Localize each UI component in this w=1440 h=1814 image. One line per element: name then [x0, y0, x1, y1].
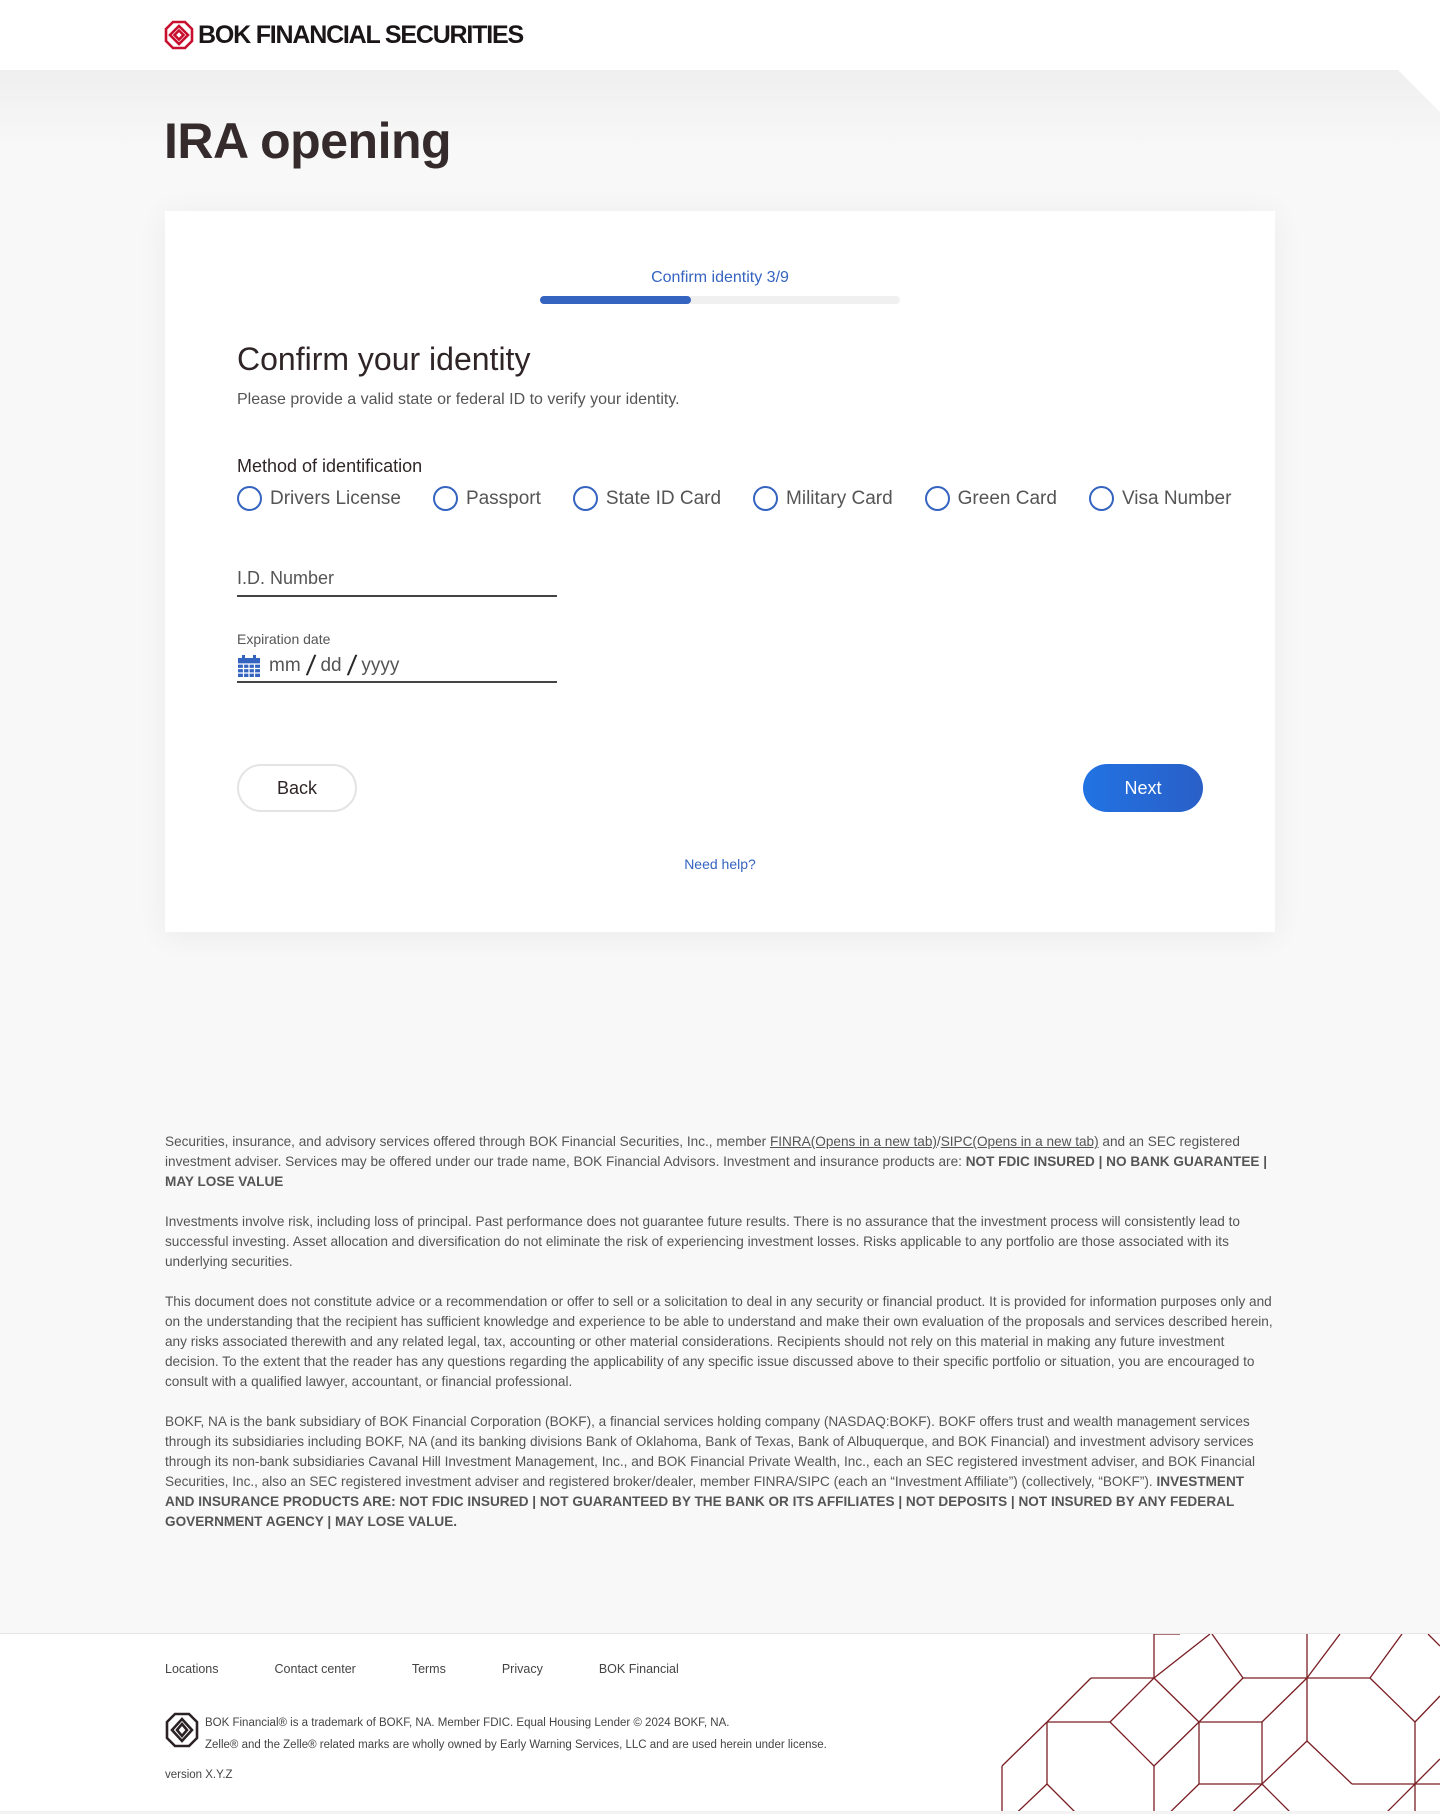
expiration-day-input[interactable]: dd — [320, 655, 342, 676]
radio-label: Drivers License — [270, 487, 401, 509]
radio-state-id-card[interactable] — [573, 486, 721, 511]
section-title: Confirm your identity — [237, 341, 531, 377]
legal-text — [205, 1712, 827, 1756]
expiration-month-input[interactable]: mm — [269, 655, 301, 676]
disclosure-warning: NOT FDIC INSURED | NO BANK GUARANTEE | MAY LOSE VALUE — [165, 1154, 1268, 1189]
page-title: IRA opening — [164, 113, 452, 169]
brand-logo[interactable] — [164, 18, 523, 52]
date-separator: / — [304, 650, 317, 681]
disclosure-text: and an SEC registered investment adviser. Services may be offered under our trade name, BOK Financial Advisors. Investment and insurance products are: — [165, 1134, 1240, 1169]
need-help-link[interactable]: Need help? — [684, 856, 756, 872]
section-subtitle: Please provide a valid state or federal ID to verify your identity. — [237, 391, 680, 408]
footer-link-privacy[interactable]: Privacy — [501, 1662, 543, 1676]
next-button[interactable]: Next — [1083, 764, 1203, 812]
footer-nav — [165, 1662, 735, 1676]
radio-button[interactable] — [433, 486, 458, 511]
calendar-icon[interactable] — [237, 654, 261, 678]
footer-link-bok-financial[interactable]: BOK Financial — [598, 1662, 679, 1676]
radio-visa-number[interactable] — [1089, 486, 1231, 511]
radio-button[interactable] — [925, 486, 950, 511]
progress-label: Confirm identity 3/9 — [651, 269, 789, 286]
disclosure-text: BOKF, NA is the bank subsidiary of BOK Financial Corporation (BOKF), a financial services holding company (NASDAQ:BOKF). BOKF offers trust and wealth management services through its subsidiaries including BOKF, NA (and its banking divisions Bank of Oklahoma, Bank of Texas, Bank of Albuquerque, and BOK Financial) and investment advisory services through its non-bank subsidiaries Cavanal Hill Investment Management, Inc., and BOK Financial Private Wealth, Inc., each an SEC registered investment adviser, and BOK Financial Securities, Inc., also an SEC registered investment adviser and registered broker/dealer, member FINRA/SIPC (each an “Investment Affiliate”) (collectively, “BOKF”). — [165, 1414, 1256, 1489]
expiration-year-input[interactable]: yyyy — [361, 655, 400, 676]
footer-link-contact-center[interactable]: Contact center — [274, 1662, 356, 1676]
legal-disclosures — [165, 1132, 1275, 1552]
version-label: version X.Y.Z — [165, 1769, 233, 1781]
radio-button[interactable] — [753, 486, 778, 511]
progress-bar-fill — [540, 296, 691, 304]
radio-label: Green Card — [957, 487, 1057, 509]
site-header — [0, 0, 1440, 70]
disclosure-not-advice: This document does not constitute advice or a recommendation or offer to sell or a solicitation to deal in any security or financial product. It is provided for information purposes only and on the understanding that the recipient has sufficient knowledge and experience to be able to understand and make their own evaluation of the proposals and services described herein, any risks associated therewith and any related legal, tax, accounting or other material considerations. Recipients should not rely on this material in making any future investment decision. To the extent that the reader has any questions regarding the applicability of any specific issue discussed above to their specific portfolio or situation, you are encouraged to consult with a qualified lawyer, accountant, or financial professional. — [165, 1294, 1273, 1389]
bok-logo-icon — [164, 20, 194, 50]
disclosure-text: Securities, insurance, and advisory services offered through BOK Financial Securities, Inc., member — [165, 1134, 770, 1149]
expiration-date-label: Expiration date — [237, 631, 331, 647]
brand-name: BOK FINANCIAL SECURITIES — [198, 20, 523, 49]
site-footer — [0, 1633, 1440, 1811]
date-separator: / — [345, 650, 358, 681]
identity-form-card — [165, 211, 1275, 932]
sipc-link[interactable]: SIPC(Opens in a new tab) — [940, 1134, 1099, 1149]
disclosure-risk: Investments involve risk, including loss of principal. Past performance does not guarantee future results. There is no assurance that the investment process will consistently lead to successful investing. Asset allocation and diversification do not eliminate the risk of experiencing investment losses. Risks applicable to any portfolio are those associated with its underlying securities. — [165, 1214, 1240, 1269]
method-of-identification-label: Method of identification — [237, 456, 423, 476]
radio-label: Military Card — [786, 487, 893, 509]
footer-legal — [165, 1712, 827, 1756]
disclosure-securities — [165, 1132, 1275, 1192]
radio-button[interactable] — [1089, 486, 1114, 511]
radio-drivers-license[interactable] — [237, 486, 401, 511]
radio-label: State ID Card — [605, 487, 722, 509]
zelle-line: Zelle® and the Zelle® related marks are wholly owned by Early Warning Services, LLC and are used herein under license. — [205, 1739, 827, 1751]
trademark-line: BOK Financial® is a trademark of BOKF, NA. Member FDIC. Equal Housing Lender © 2024 BOKF, NA. — [205, 1717, 730, 1729]
bok-footer-logo-icon — [165, 1712, 199, 1748]
geometric-pattern-decoration — [980, 1634, 1440, 1811]
identification-method-radio-group — [237, 486, 1263, 511]
radio-button[interactable] — [237, 486, 262, 511]
expiration-date-field[interactable] — [237, 651, 557, 683]
radio-military-card[interactable] — [753, 486, 893, 511]
disclosure-warning: INVESTMENT AND INSURANCE PRODUCTS ARE: NOT FDIC INSURED | NOT GUARANTEED BY THE BANK OR ITS AFFILIATES | NOT DEPOSITS | NOT INSURED BY ANY FEDERAL GOVERNMENT AGENCY | MAY LOSE VALUE. — [165, 1474, 1245, 1529]
back-button[interactable]: Back — [237, 764, 357, 812]
radio-green-card[interactable] — [925, 486, 1057, 511]
radio-button[interactable] — [573, 486, 598, 511]
footer-link-terms[interactable]: Terms — [411, 1662, 446, 1676]
footer-link-locations[interactable]: Locations — [165, 1662, 219, 1676]
radio-passport[interactable] — [433, 486, 541, 511]
header-corner-decoration — [1398, 70, 1440, 112]
progress-bar — [540, 296, 900, 304]
id-number-field — [237, 561, 557, 597]
disclosure-bokf — [165, 1412, 1275, 1532]
radio-label: Passport — [465, 487, 541, 509]
id-number-input[interactable] — [237, 561, 557, 595]
radio-label: Visa Number — [1121, 487, 1232, 509]
separator: / — [936, 1134, 941, 1149]
finra-link[interactable]: FINRA(Opens in a new tab) — [769, 1134, 937, 1149]
